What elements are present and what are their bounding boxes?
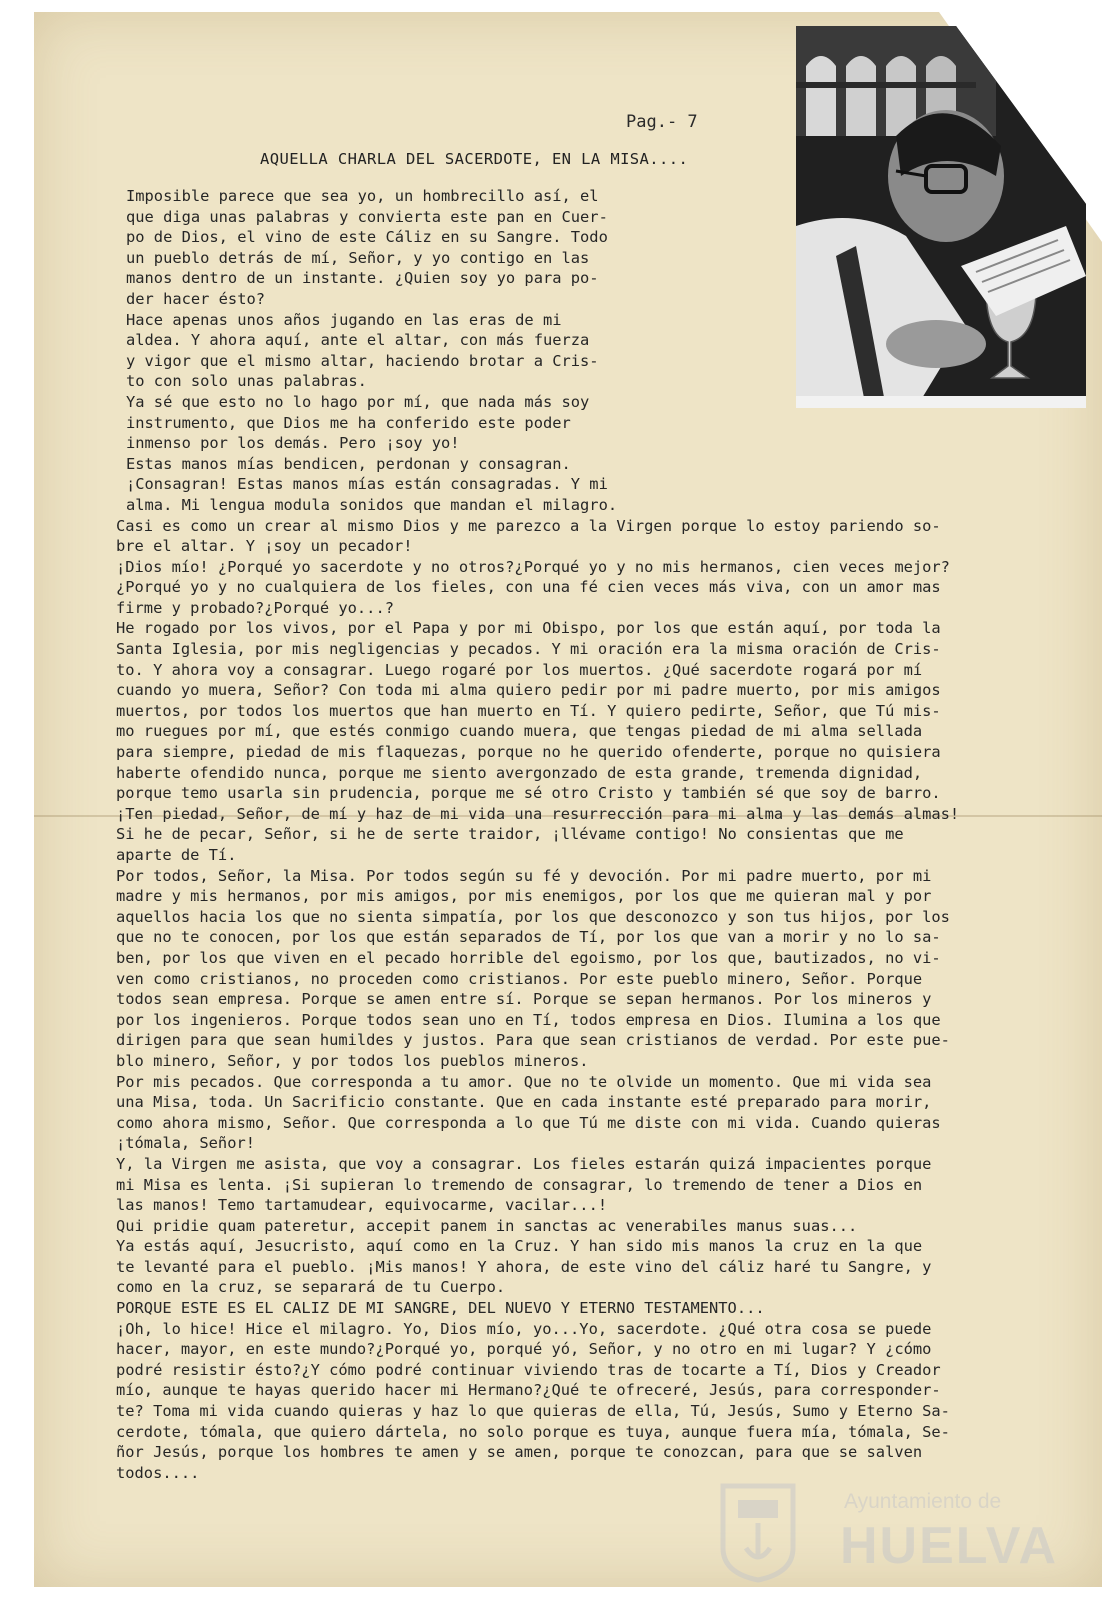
text-line: Y, la Virgen me asista, que voy a consagrar. Los fieles estarán quizá impacientes porque bbox=[116, 1154, 932, 1173]
text-line: ven como cristianos, no proceden como cristianos. Por este pueblo minero, Señor. Porque bbox=[116, 969, 923, 988]
text-line: que diga unas palabras y convierta este pan en Cuer- bbox=[126, 207, 608, 226]
text-line: ben, por los que viven en el pecado horrible del egoismo, por los que, bautizados, no vi- bbox=[116, 948, 941, 967]
text-line: ¡Oh, lo hice! Hice el milagro. Yo, Dios mío, yo...Yo, sacerdote. ¿Qué otra cosa se puede bbox=[116, 1319, 932, 1338]
text-line: Por todos, Señor, la Misa. Por todos según su fé y devoción. Por mi padre muerto, por mi bbox=[116, 866, 932, 885]
text-line: inmenso por los demás. Pero ¡soy yo! bbox=[126, 434, 460, 453]
text-line: mío, aunque te hayas querido hacer mi Hermano?¿Qué te ofreceré, Jesús, para corresponder- bbox=[116, 1381, 941, 1400]
text-line: hacer, mayor, en este mundo?¿Porqué yo, porqué yó, Señor, y no otro en mi lugar? Y ¿cómo bbox=[116, 1340, 932, 1359]
text-line: podré resistir ésto?¿Y cómo podré continuar viviendo tras de tocarte a Tí, Dios y Creador bbox=[116, 1360, 941, 1379]
text-line: to. Y ahora voy a consagrar. Luego rogaré por los muertos. ¿Qué sacerdote rogará por mí bbox=[116, 660, 923, 679]
text-line: bre el altar. Y ¡soy un pecador! bbox=[116, 537, 413, 556]
text-line: muertos, por todos los muertos que han muerto en Tí. Y quiero pedirte, Señor, que Tú mis- bbox=[116, 701, 941, 720]
text-line: Estas manos mías bendicen, perdonan y consagran. bbox=[126, 454, 571, 473]
text-line: Por mis pecados. Que corresponda a tu amor. Que no te olvide un momento. Que mi vida sea bbox=[116, 1072, 932, 1091]
ayuntamiento-watermark bbox=[708, 1478, 1059, 1588]
text-line: Ya estás aquí, Jesucristo, aquí como en la Cruz. Y han sido mis manos la cruz en la que bbox=[116, 1237, 923, 1256]
text-line: una Misa, toda. Un Sacrificio constante. Que en cada instante esté preparado para morir, bbox=[116, 1093, 932, 1112]
text-line: ñor Jesús, porque los hombres te amen y se amen, porque te conozcan, para que se salven bbox=[116, 1443, 923, 1462]
text-line: He rogado por los vivos, por el Papa y por mi Obispo, por los que están aquí, por toda la bbox=[116, 619, 941, 638]
text-line: Imposible parece que sea yo, un hombrecillo así, el bbox=[126, 187, 599, 205]
text-line: y vigor que el mismo altar, haciendo brotar a Cris- bbox=[126, 351, 599, 370]
text-line: por los ingenieros. Porque todos sean uno en Tí, todos empresa en Dios. Ilumina a los que bbox=[116, 1010, 941, 1029]
text-line: un pueblo detrás de mí, Señor, y yo contigo en las bbox=[126, 248, 590, 267]
text-line: que no te conocen, por los que están separados de Tí, por los que van a morir y no lo sa- bbox=[116, 928, 941, 947]
text-line: madre y mis hermanos, por mis amigos, por mis enemigos, por los que me quieran mal y por bbox=[116, 887, 932, 906]
text-line: para siempre, piedad de mis flaquezas, porque no he querido ofenderte, porque no quisiera bbox=[116, 743, 941, 762]
text-line: Ya sé que esto no lo hago por mí, que nada más soy bbox=[126, 392, 590, 411]
text-line: dirigen para que sean humildes y justos. Para que sean cristianos de verdad. Por este pue- bbox=[116, 1031, 950, 1050]
text-line: te? Toma mi vida cuando quieras y haz lo que quieras de ella, Tú, Jesús, Sumo y Eterno Sa- bbox=[116, 1402, 950, 1421]
text-line: aldea. Y ahora aquí, ante el altar, con más fuerza bbox=[126, 331, 590, 350]
text-line: ¡tómala, Señor! bbox=[116, 1134, 255, 1153]
text-line: te levanté para el pueblo. ¡Mis manos! Y ahora, de este vino del cáliz haré tu Sangre, y bbox=[116, 1257, 932, 1276]
watermark-line1: Ayuntamiento de bbox=[844, 1490, 1002, 1513]
text-line: PORQUE ESTE ES EL CALIZ DE MI SANGRE, DEL NUEVO Y ETERNO TESTAMENTO... bbox=[116, 1299, 765, 1318]
text-line: mi Misa es lenta. ¡Si supieran lo tremendo de consagrar, lo tremendo de tener a Dios en bbox=[116, 1175, 923, 1194]
text-line: Hace apenas unos años jugando en las eras de mi bbox=[126, 310, 562, 329]
text-line: Si he de pecar, Señor, si he de serte traidor, ¡llévame contigo! No consientas que me bbox=[116, 825, 904, 844]
text-line: blo minero, Señor, y por todos los pueblos mineros. bbox=[116, 1051, 589, 1070]
text-line: haberte ofendido nunca, porque me siento avergonzado de esta grande, tremenda dignidad, bbox=[116, 763, 923, 782]
page-number: Pag.- 7 bbox=[626, 112, 698, 132]
wide-paragraph-block bbox=[116, 516, 1056, 1484]
text-line: aparte de Tí. bbox=[116, 846, 237, 864]
text-line: como ahora mismo, Señor. Que corresponda a lo que Tú me diste con mi vida. Cuando quieras bbox=[116, 1113, 941, 1132]
text-line: ¿Porqué yo y no cualquiera de los fieles, con una fé cien veces más viva, con un amor mas bbox=[116, 578, 941, 597]
text-line: Casi es como un crear al mismo Dios y me parezco a la Virgen porque lo estoy pariendo so- bbox=[116, 516, 941, 535]
text-line: manos dentro de un instante. ¿Quien soy yo para po- bbox=[126, 269, 599, 288]
text-line: ¡Ten piedad, Señor, de mí y haz de mi vida una resurrección para mi alma y las demás almas! bbox=[116, 804, 960, 823]
text-line: ¡Dios mío! ¿Porqué yo sacerdote y no otros?¿Porqué yo y no mis hermanos, cien veces mejor? bbox=[116, 557, 950, 576]
text-line: todos.... bbox=[116, 1463, 200, 1482]
text-line: las manos! Temo tartamudear, equivocarme, vacilar...! bbox=[116, 1196, 608, 1215]
text-line: como en la cruz, se separará de tu Cuerpo. bbox=[116, 1278, 506, 1297]
text-line: der hacer ésto? bbox=[126, 289, 265, 308]
text-line: instrumento, que Dios me ha conferido este poder bbox=[126, 413, 571, 432]
text-line: todos sean empresa. Porque se amen entre sí. Porque se sepan hermanos. Por los mineros y bbox=[116, 990, 932, 1009]
text-line: cerdote, tómala, que quiero dártela, no solo porque es tuya, aunque fuera mía, tómala, Se- bbox=[116, 1422, 950, 1441]
text-line: mo ruegues por mí, que estés conmigo cuando muera, que tengas piedad de mi alma sellada bbox=[116, 722, 923, 741]
narrow-paragraph-block bbox=[126, 186, 686, 516]
text-line: porque temo usarla sin prudencia, porque me sé otro Cristo y también sé que soy de barro. bbox=[116, 784, 941, 803]
text-line: to con solo unas palabras. bbox=[126, 372, 367, 391]
text-line: firme y probado?¿Porqué yo...? bbox=[116, 598, 394, 617]
document-title: AQUELLA CHARLA DEL SACERDOTE, EN LA MISA.... bbox=[260, 150, 689, 168]
document-body bbox=[116, 186, 1056, 1483]
text-line: po de Dios, el vino de este Cáliz en su Sangre. Todo bbox=[126, 228, 608, 247]
text-line: aquellos hacia los que no sienta simpatía, por los que desconozco y son tus hijos, por los bbox=[116, 907, 950, 926]
watermark-line2: HUELVA bbox=[840, 1517, 1059, 1575]
text-line: Santa Iglesia, por mis negligencias y pecados. Y mi oración era la misma oración de Cris- bbox=[116, 640, 941, 659]
text-line: alma. Mi lengua modula sonidos que mandan el milagro. bbox=[126, 495, 618, 514]
huelva-shield-icon bbox=[708, 1478, 808, 1583]
text-line: cuando yo muera, Señor? Con toda mi alma quiero pedir por mi padre muerto, por mis amigos bbox=[116, 681, 941, 700]
text-line: ¡Consagran! Estas manos mías están consagradas. Y mi bbox=[126, 475, 608, 494]
text-line: Qui pridie quam pateretur, accepit panem in sanctas ac venerabiles manus suas... bbox=[116, 1216, 858, 1235]
